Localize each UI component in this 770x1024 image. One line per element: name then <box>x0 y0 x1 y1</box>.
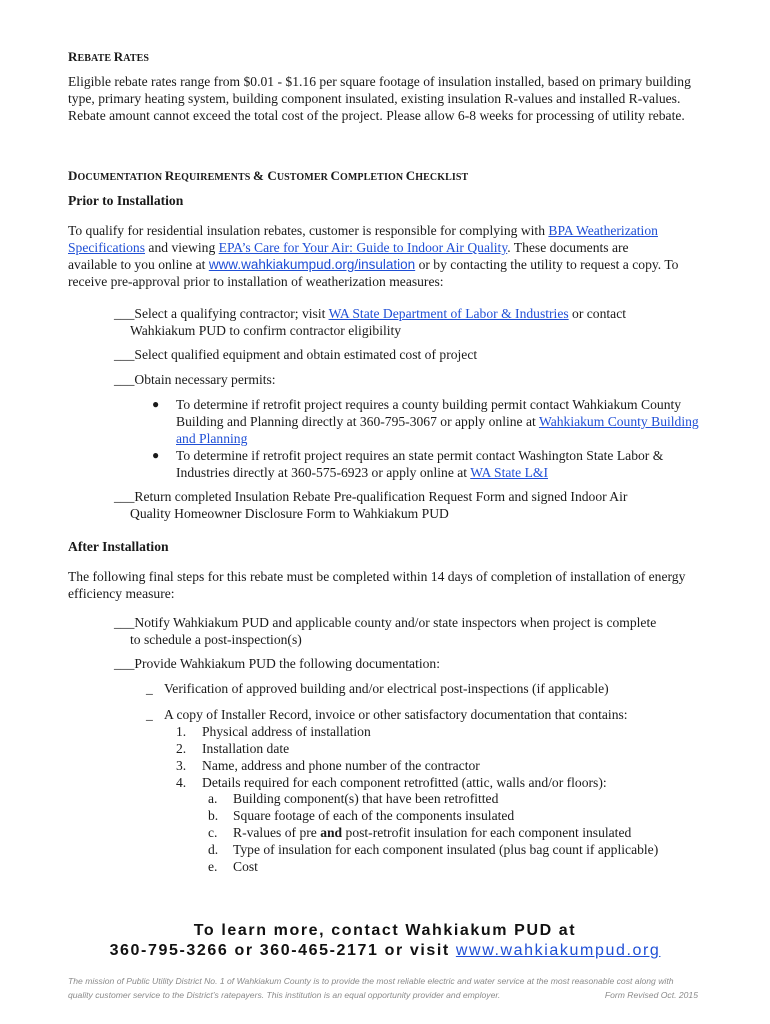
checklist-item-return-forms: ___Return completed Insulation Rebate Pre-qualification Request Form and signed Indoor Air Quality Homeowner Disclosure Form to Wahkiakum PUD <box>114 489 628 521</box>
list-item: d. Type of insulation for each component insulated (plus bag count if applicable) <box>208 842 659 857</box>
bullet-icon: ● <box>152 397 160 411</box>
county-planning-link[interactable]: Wahkiakum County Building and Planning <box>176 414 699 446</box>
cta-phone-website-line: 360-795-3266 or 360-465-2171 or visit www.wahkiakumpud.org <box>109 942 661 959</box>
wa-state-li-link[interactable]: WA State L&I <box>470 465 548 480</box>
after-installation-intro: The following final steps for this rebate must be completed within 14 days of completion of installation of energy efficiency measure: <box>68 569 686 601</box>
doc-item-installer-record: _ A copy of Installer Record, invoice or other satisfactory documentation that contains: <box>146 707 628 722</box>
checklist-item-notify: ___Notify Wahkiakum PUD and applicable county and/or state inspectors when project is complete to schedule a post-inspection(s) <box>114 615 657 647</box>
prior-installation-intro: To qualify for residential insulation rebates, customer is responsible for complying with BPA Weatherization Specifications and viewing EPA’s Care for Your Air: Guide to Indoor Air Quality. These documents are available to you online at www.wahkiakumpud.org/insulation or by contacting the utility to request a copy. To receive pre-approval prior to installation of weatherization measures: <box>68 223 679 289</box>
footer-mission: The mission of Public Utility District No. 1 of Wahkiakum County is to provide the most reliable electric and water service at the most reasonable cost along with quality customer service to the District’s ratepayers. This institution is an equal opportunity provider and employer. Form Revised Oct. 2015 <box>68 976 698 1000</box>
epa-guide-link[interactable]: EPA’s Care for Your Air: Guide to Indoor Air Quality <box>218 240 508 255</box>
list-item: 3. Name, address and phone number of the contractor <box>176 758 480 773</box>
checklist-item-contractor: ___Select a qualifying contractor; visit WA State Department of Labor & Industries or contact Wahkiakum PUD to confirm contractor eligibility <box>114 306 627 338</box>
bullet-icon: ● <box>152 448 160 462</box>
documentation-heading: DOCUMENTATION REQUIREMENTS & CUSTOMER COMPLETION CHECKLIST <box>68 168 469 183</box>
installer-record-numbered-list <box>176 723 696 791</box>
checklist-item-provide-docs: ___Provide Wahkiakum PUD the following documentation: <box>114 656 440 671</box>
prior-installation-heading: Prior to Installation <box>68 193 184 208</box>
cta-contact-line: To learn more, contact Wahkiakum PUD at <box>193 922 577 939</box>
list-item: 2. Installation date <box>176 741 290 756</box>
component-details-lettered-list <box>208 790 708 875</box>
list-item: a. Building component(s) that have been retrofitted <box>208 791 499 806</box>
list-item: c. R-values of pre and post-retrofit insulation for each component insulated <box>208 825 632 840</box>
rebate-rates-paragraph: Eligible rebate rates range from $0.01 - $1.16 per square footage of insulation installed, based on primary building type, primary heating system, building component insulated, existing insulation R-values and installed R-values. Rebate amount cannot exceed the total cost of the project. Please allow 6-8 weeks for processing of utility rebate. <box>68 74 691 123</box>
checklist-item-permits: ___Obtain necessary permits: <box>114 372 276 387</box>
insulation-page-link[interactable]: www.wahkiakumpud.org/insulation <box>208 257 416 272</box>
list-item: 1. Physical address of installation <box>176 724 371 739</box>
after-installation-heading: After Installation <box>68 539 169 554</box>
list-item: ● To determine if retrofit project requires a county building permit contact Wahkiakum County Building and Planning directly at 360-795-3067 or apply online at Wahkiakum County Building and Planning <box>152 397 699 446</box>
rebate-rates-heading: REBATE RATES <box>68 49 150 64</box>
permits-bullet-list <box>150 396 700 481</box>
pud-website-link[interactable]: www.wahkiakumpud.org <box>455 942 661 959</box>
doc-item-verification: _ Verification of approved building and/or electrical post-inspections (if applicable) <box>146 681 609 696</box>
list-item: 4. Details required for each component retrofitted (attic, walls and/or floors): <box>176 775 607 790</box>
checklist-item-equipment: ___Select qualified equipment and obtain estimated cost of project <box>114 347 478 362</box>
labor-industries-link[interactable]: WA State Department of Labor & Industries <box>328 306 569 321</box>
list-item: b. Square footage of each of the components insulated <box>208 808 515 823</box>
list-item: e. Cost <box>208 859 258 874</box>
bpa-specifications-link[interactable]: BPA Weatherization Specifications <box>68 223 658 255</box>
form-revised-date: Form Revised Oct. 2015 <box>604 990 698 1000</box>
list-item: ● To determine if retrofit project requires an state permit contact Washington State Labor & Industries directly at 360-575-6923 or apply online at WA State L&I <box>152 448 664 480</box>
